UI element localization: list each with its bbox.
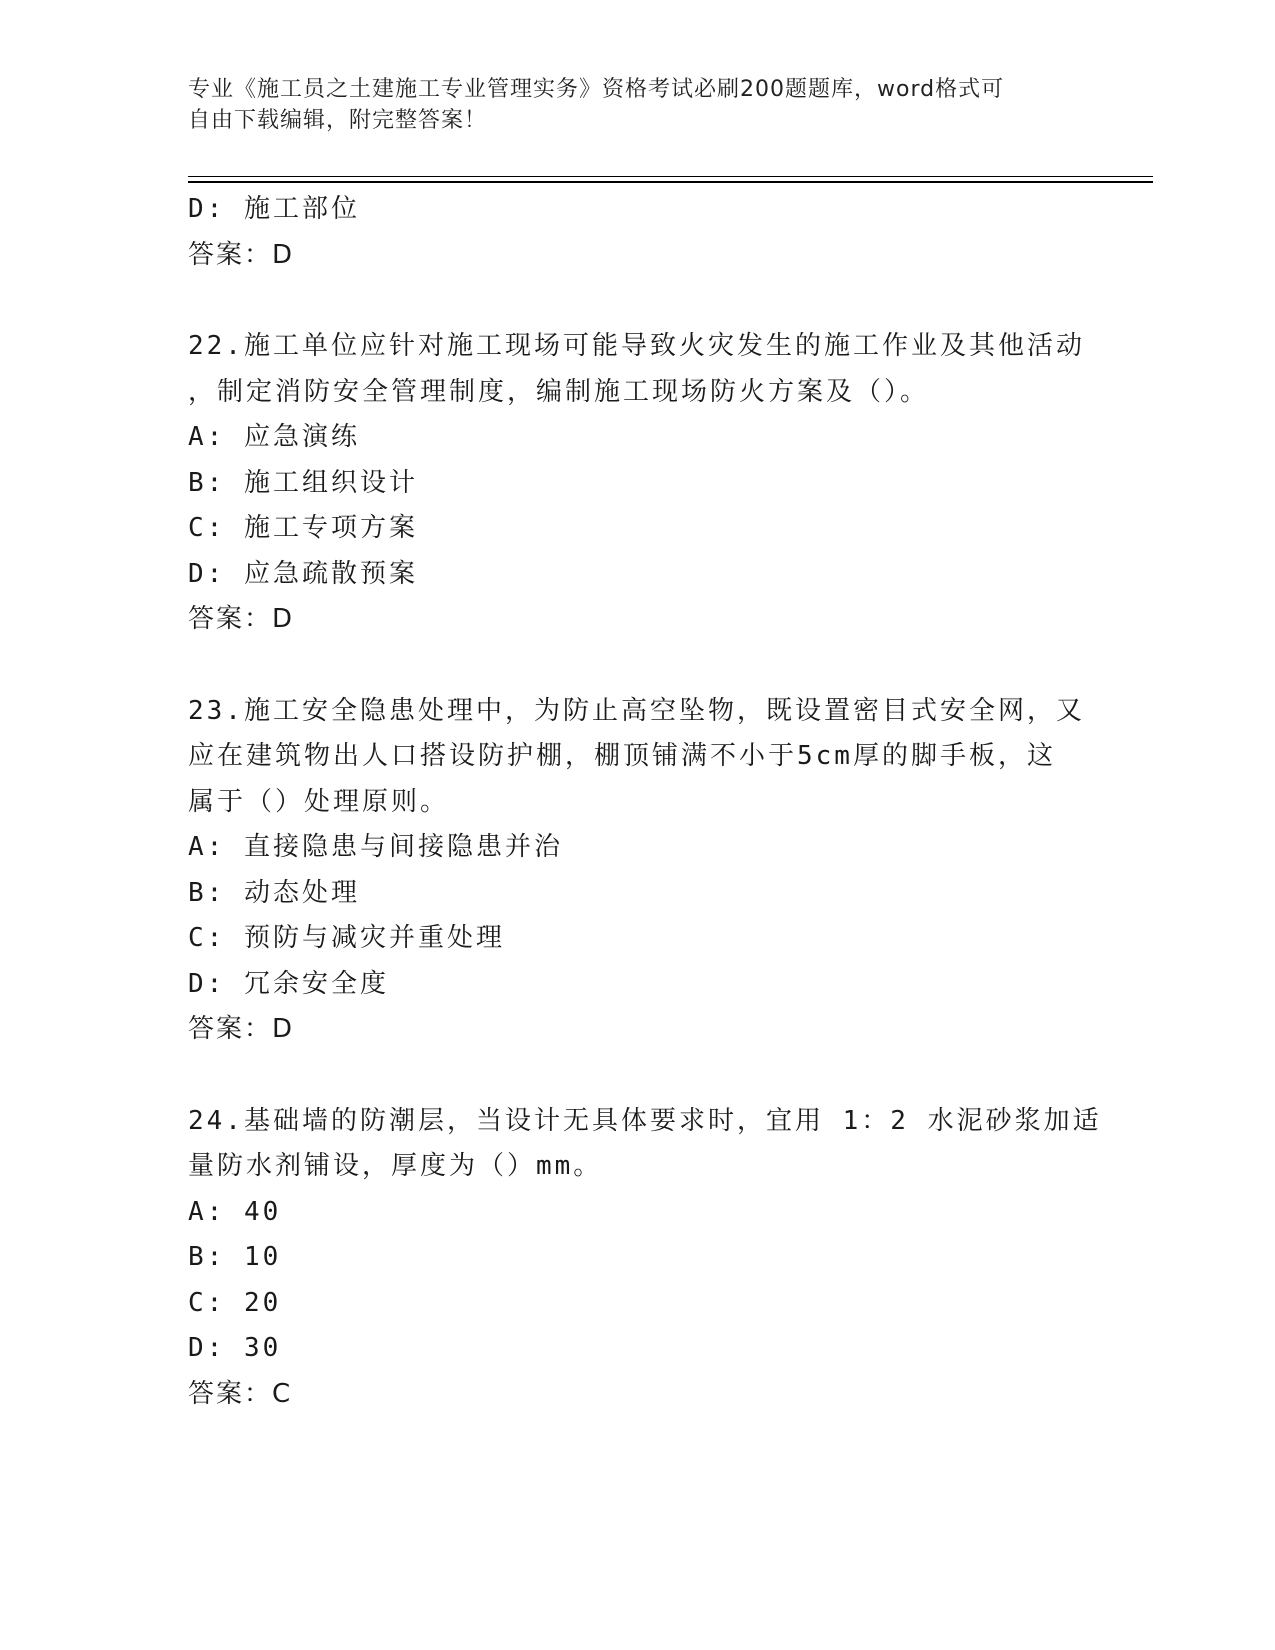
question-stem-line: 24.基础墙的防潮层，当设计无具体要求时，宜用 1：2 水泥砂浆加适 — [188, 1105, 1102, 1136]
question-24 — [188, 1099, 1102, 1418]
option-b: B: 动态处理 — [188, 877, 360, 908]
question-21-tail — [188, 187, 1088, 278]
option-c: C: 20 — [188, 1287, 282, 1318]
question-stem-line: 属于（）处理原则。 — [188, 786, 450, 817]
question-23 — [188, 689, 1088, 1053]
spacer — [188, 278, 1088, 324]
question-stem-line: 23.施工安全隐患处理中，为防止高空坠物，既设置密目式安全网，又 — [188, 695, 1085, 726]
header-line-2: 自由下载编辑，附完整答案！ — [188, 108, 488, 133]
option-d: D: 冗余安全度 — [188, 968, 389, 999]
header-divider-thick — [188, 181, 1153, 183]
document-body — [188, 187, 1102, 1417]
question-stem-line: 22.施工单位应针对施工现场可能导致火灾发生的施工作业及其他活动 — [188, 331, 1085, 361]
header-line-1: 专业《施工员之土建施工专业管理实务》资格考试必刷200题题库，word格式可 — [188, 77, 1005, 102]
option-b: B: 10 — [188, 1242, 282, 1272]
question-22 — [188, 324, 1088, 643]
option-a: A: 直接隐患与间接隐患并治 — [188, 832, 563, 862]
option-d: D: 30 — [188, 1333, 282, 1363]
spacer — [188, 1053, 1088, 1099]
question-stem-line: 应在建筑物出人口搭设防护棚，棚顶铺满不小于5cm厚的脚手板，这 — [188, 741, 1056, 771]
question-stem-line: 量防水剂铺设，厚度为（）mm。 — [188, 1151, 603, 1181]
answer-line: 答案：D — [188, 239, 295, 270]
question-stem-line: ，制定消防安全管理制度，编制施工现场防火方案及（）。 — [188, 376, 930, 407]
answer-line: 答案：C — [188, 1378, 293, 1409]
answer-line: 答案：D — [188, 1014, 295, 1044]
option-a: A: 40 — [188, 1196, 282, 1227]
option-c: C: 预防与减灾并重处理 — [188, 923, 505, 953]
option-c: C: 施工专项方案 — [188, 513, 418, 543]
header-divider-thin — [188, 176, 1153, 177]
option-d: D: 施工部位 — [188, 194, 360, 224]
answer-line: 答案：D — [188, 604, 295, 634]
spacer — [188, 643, 1088, 689]
option-a: A: 应急演练 — [188, 422, 360, 452]
page-header — [188, 74, 1068, 136]
option-b: B: 施工组织设计 — [188, 467, 418, 498]
option-d: D: 应急疏散预案 — [188, 558, 418, 589]
